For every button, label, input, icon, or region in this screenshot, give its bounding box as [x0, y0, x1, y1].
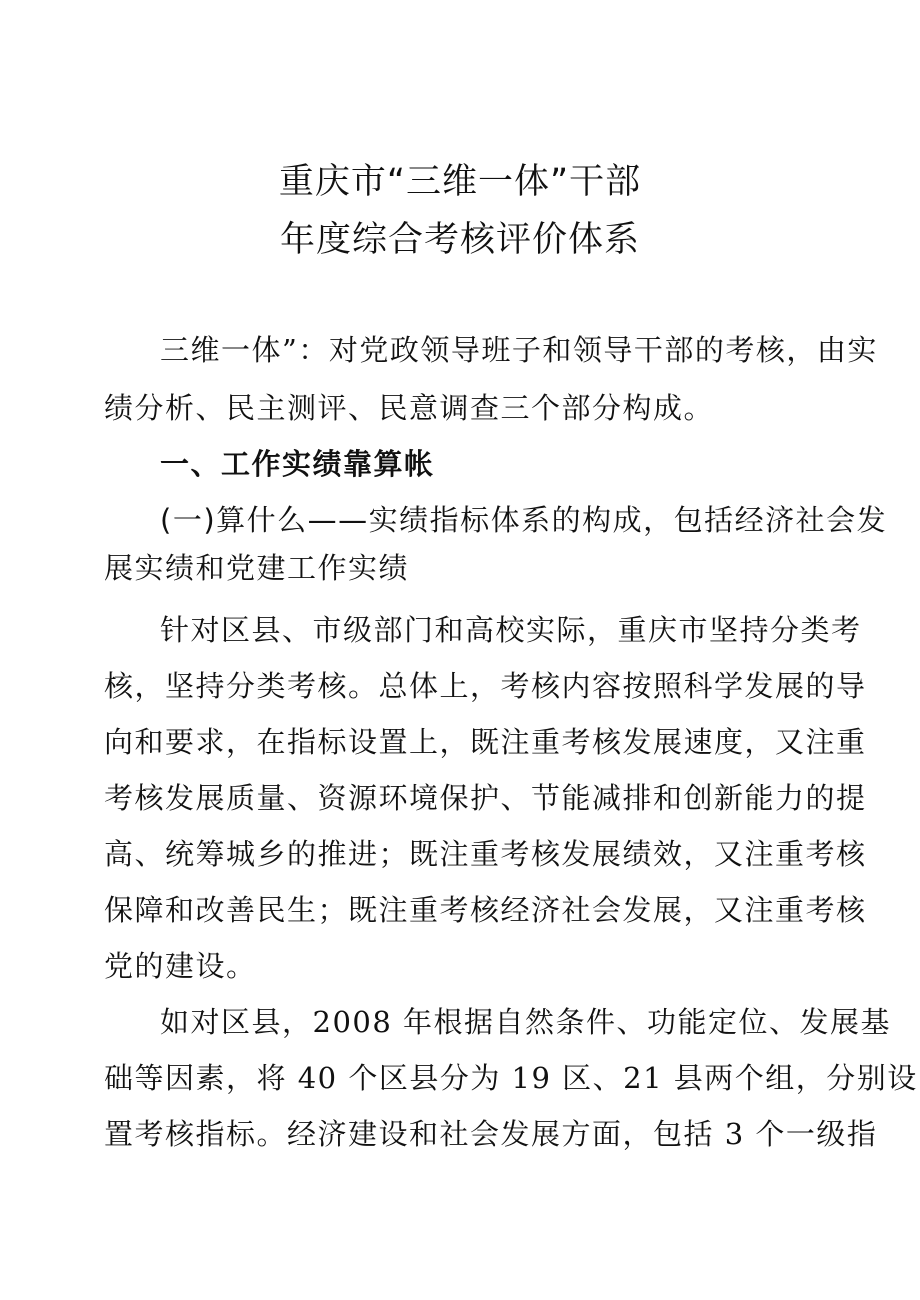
paragraph-line: 保障和改善民生；既注重考核经济社会发展，又注重考核: [104, 893, 867, 927]
paragraph-line: 置考核指标。经济建设和社会发展方面，包括 3 个一级指: [104, 1117, 878, 1151]
paragraph-line: 核，坚持分类考核。总体上，考核内容按照科学发展的导: [104, 669, 867, 703]
paragraph-line: 党的建设。: [104, 949, 257, 983]
intro-line: 绩分析、民主测评、民意调查三个部分构成。: [104, 391, 715, 425]
intro-line: 三维一体”：对党政领导班子和领导干部的考核，由实: [160, 333, 878, 367]
paragraph-line: 如对区县，2008 年根据自然条件、功能定位、发展基: [160, 1005, 892, 1039]
document-title-line-1: 重庆市“三维一体”干部: [278, 162, 642, 202]
subsection-heading-line: 展实绩和党建工作实绩: [104, 551, 410, 585]
paragraph-line: 针对区县、市级部门和高校实际，重庆市坚持分类考: [160, 613, 862, 647]
paragraph-line: 高、统筹城乡的推进；既注重考核发展绩效，又注重考核: [104, 837, 867, 871]
section-heading: 一、工作实绩靠算帐: [160, 447, 435, 481]
paragraph-line: 向和要求，在指标设置上，既注重考核发展速度，又注重: [104, 725, 867, 759]
subsection-heading-line: (一)算什么——实绩指标体系的构成，包括经济社会发: [160, 503, 888, 537]
paragraph-line: 础等因素，将 40 个区县分为 19 区、21 县两个组，分别设: [104, 1061, 918, 1095]
document-title-line-2: 年度综合考核评价体系: [279, 220, 640, 260]
paragraph-line: 考核发展质量、资源环境保护、节能减排和创新能力的提: [104, 781, 867, 815]
